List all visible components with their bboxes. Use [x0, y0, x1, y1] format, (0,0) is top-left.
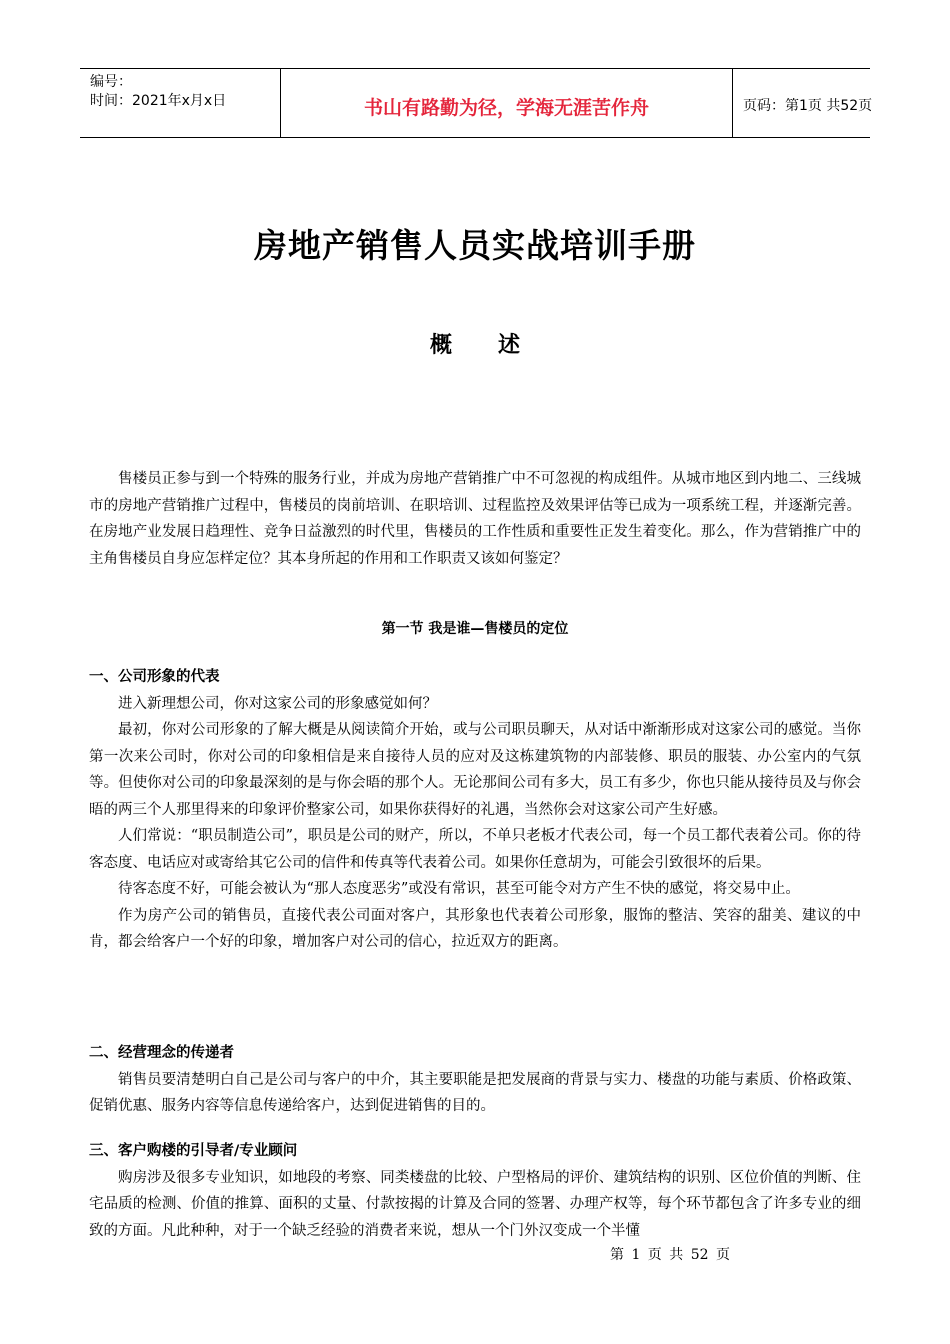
- document-number-label: 编号：: [90, 74, 132, 90]
- page-footer: 第 1 页 共 52 页: [610, 1247, 730, 1263]
- section-heading: 二、经营理念的传递者: [89, 1045, 234, 1061]
- paragraph: 人们常说：“职员制造公司”，职员是公司的财产，所以，不单只老板才代表公司，每一个员工都代表着公司。你的待客态度、电话应对或寄给其它公司的信件和传真等代表着公司。如果你任意胡为，可能会引致很坏的后果。: [89, 828, 861, 871]
- section-company-image: [89, 664, 861, 956]
- document-title: 房地产销售人员实战培训手册: [254, 226, 696, 265]
- document-date-label: 时间：2021年x月x日: [90, 93, 227, 109]
- paragraph: 最初，你对公司形象的了解大概是从阅读简介开始，或与公司职员聊天，从对话中渐渐形成对这家公司的感觉。当你第一次来公司时，你对公司的印象相信是来自接待人员的应对及这栋建筑物的内部装修、职员的服装、办公室内的气氛等。但使你对公司的印象最深刻的是与你会晤的那个人。无论那间公司有多大，员工有多少，你也只能从接待员及与你会晤的两三个人那里得来的印象评价整家公司，如果你获得好的礼遇，当然你会对这家公司产生好感。: [89, 722, 861, 818]
- intro-paragraph: 售楼员正参与到一个特殊的服务行业，并成为房地产营销推广中不可忽视的构成组件。从城市地区到内地二、三线城市的房地产营销推广过程中，售楼员的岗前培训、在职培训、过程监控及效果评估等已成为一项系统工程，并逐渐完善。在房地产业发展日趋理性、竞争日益激烈的时代里，售楼员的工作性质和重要性正发生着变化。那么，作为营销推广中的主角售楼员自身应怎样定位？其本身所起的作用和工作职责又该如何鉴定？: [89, 471, 861, 567]
- paragraph: 购房涉及很多专业知识，如地段的考察、同类楼盘的比较、户型格局的评价、建筑结构的识别、区位价值的判断、住宅品质的检测、价值的推算、面积的丈量、付款按揭的计算及合同的签署、办理产权等，每个环节都包含了许多专业的细致的方面。凡此种种，对于一个缺乏经验的消费者来说，想从一个门外汉变成一个半懂: [89, 1169, 861, 1239]
- section-business-philosophy: [89, 1040, 861, 1120]
- paragraph: 进入新理想公司，你对这家公司的形象感觉如何？: [118, 695, 437, 712]
- intro-block: [89, 466, 861, 572]
- header-meta-cell: [80, 69, 280, 137]
- paragraph: 待客态度不好，可能会被认为“那人态度恶劣”或没有常识，甚至可能令对方产生不快的感觉，将交易中止。: [118, 881, 800, 897]
- section-heading: 三、客户购楼的引导者/专业顾问: [89, 1143, 298, 1159]
- paragraph: 销售员要清楚明白自己是公司与客户的中介，其主要职能是把发展商的背景与实力、楼盘的功能与素质、价格政策、促销优惠、服务内容等信息传递给客户，达到促进销售的目的。: [89, 1071, 861, 1114]
- section-heading: 一、公司形象的代表: [89, 669, 220, 685]
- overview-heading: 概述: [429, 333, 566, 358]
- page-header: [80, 68, 873, 138]
- header-page-info: 页码：第1页 共52页: [743, 98, 873, 114]
- section-customer-guide: [89, 1138, 861, 1244]
- header-motto: 书山有路勤为径，学海无涯苦作舟: [280, 69, 733, 137]
- section-title: 第一节 我是谁—售楼员的定位: [381, 621, 569, 637]
- paragraph: 作为房产公司的销售员，直接代表公司面对客户，其形象也代表着公司形象，服饰的整洁、笑容的甜美、建议的中肯，都会给客户一个好的印象，增加客户对公司的信心，拉近双方的距离。: [89, 907, 861, 950]
